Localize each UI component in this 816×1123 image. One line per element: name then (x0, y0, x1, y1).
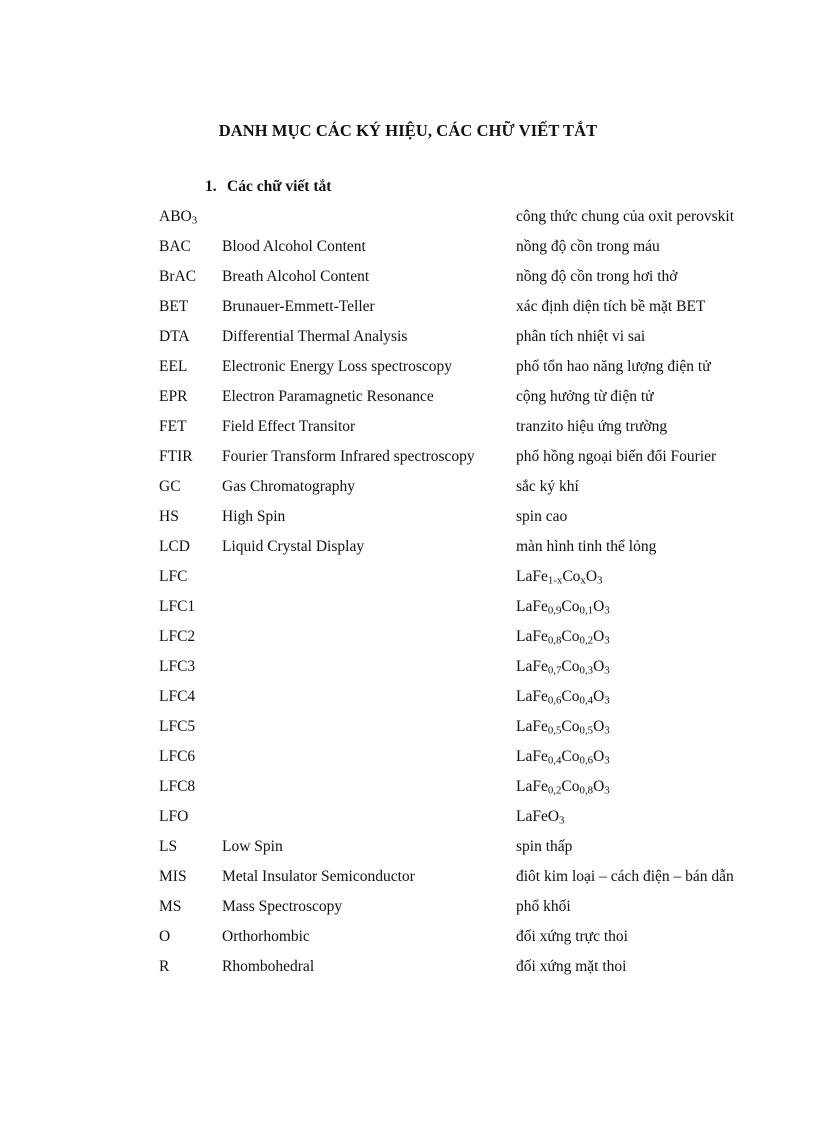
subscript: 0,6 (547, 694, 562, 707)
table-row (0, 622, 816, 652)
english-term: Brunauer-Emmett-Teller (222, 298, 375, 315)
text-run: O (593, 688, 605, 705)
vietnamese-meaning (516, 592, 610, 622)
table-row (0, 382, 816, 412)
vietnamese-meaning (516, 832, 572, 862)
subscript: 3 (604, 634, 610, 647)
abbreviation (159, 892, 181, 922)
abbreviation (159, 502, 179, 532)
text-run: LaFe (516, 748, 548, 765)
vietnamese-meaning (516, 262, 677, 292)
abbreviation (159, 472, 181, 502)
text-run: O (593, 778, 605, 795)
vietnamese-meaning (516, 652, 610, 682)
text-run: tranzito hiệu ứng trường (516, 418, 668, 435)
subscript: 3 (559, 814, 565, 827)
subscript: 0,8 (547, 634, 562, 647)
abbreviation (159, 952, 169, 982)
abbreviation (159, 682, 195, 712)
text-run: LaFe (516, 628, 548, 645)
english-term: Low Spin (222, 838, 283, 855)
table-row (0, 322, 816, 352)
text-run: spin cao (516, 508, 568, 525)
vietnamese-meaning (516, 232, 660, 262)
abbreviation (159, 922, 170, 952)
text-run: O (593, 748, 605, 765)
text-run: LaFe (516, 778, 548, 795)
text-run: MS (159, 898, 182, 915)
text-run: LaFe (516, 688, 548, 705)
subscript: 3 (604, 754, 610, 767)
text-run: R (159, 958, 170, 975)
abbreviation (159, 772, 195, 802)
vietnamese-meaning (516, 802, 564, 832)
text-run: EEL (159, 358, 188, 375)
section-title: Các chữ viết tắt (227, 178, 332, 195)
text-run: LaFeO (516, 808, 560, 825)
text-run: phổ tổn hao năng lượng điện tử (516, 358, 711, 375)
text-run: đối xứng trực thoi (516, 928, 628, 945)
subscript: 0,3 (579, 664, 594, 677)
abbreviation (159, 232, 191, 262)
table-row (0, 892, 816, 922)
table-row (0, 232, 816, 262)
subscript: 0,5 (579, 724, 594, 737)
english-term: Mass Spectroscopy (222, 898, 343, 915)
text-run: DTA (159, 328, 190, 345)
text-run: LFC5 (159, 718, 196, 735)
subscript: 3 (604, 784, 610, 797)
abbreviation (159, 442, 193, 472)
table-row (0, 502, 816, 532)
abbreviation (159, 652, 195, 682)
vietnamese-meaning (516, 382, 654, 412)
vietnamese-meaning (516, 442, 716, 472)
vietnamese-meaning (516, 292, 705, 322)
text-run: Co (561, 778, 580, 795)
abbreviation (159, 202, 197, 232)
table-row (0, 652, 816, 682)
text-run: công thức chung của oxit perovskit (516, 208, 735, 225)
text-run: LFC4 (159, 688, 196, 705)
abbreviation (159, 832, 177, 862)
abbreviation (159, 622, 195, 652)
text-run: Co (561, 718, 580, 735)
text-run: sắc ký khí (516, 478, 579, 495)
text-run: EPR (159, 388, 188, 405)
text-run: O (593, 598, 605, 615)
vietnamese-meaning (516, 712, 610, 742)
english-term: Breath Alcohol Content (222, 268, 370, 285)
text-run: O (593, 628, 605, 645)
subscript: x (580, 574, 586, 587)
subscript: 0,4 (547, 754, 562, 767)
subscript: 3 (604, 724, 610, 737)
abbreviation (159, 862, 187, 892)
abbreviation (159, 562, 187, 592)
table-row (0, 292, 816, 322)
english-term: High Spin (222, 508, 286, 525)
subscript: 3 (191, 214, 198, 227)
text-run: Co (561, 658, 580, 675)
text-run: LCD (159, 538, 190, 555)
table-row (0, 442, 816, 472)
subscript: 0,2 (547, 784, 562, 797)
subscript: 0,7 (547, 664, 562, 677)
abbreviation (159, 382, 187, 412)
english-term: Gas Chromatography (222, 478, 356, 495)
text-run: phổ khối (516, 898, 571, 915)
vietnamese-meaning (516, 952, 626, 982)
text-run: Co (561, 688, 580, 705)
text-run: màn hình tinh thể lỏng (516, 538, 657, 555)
table-row (0, 352, 816, 382)
subscript: 0,5 (547, 724, 562, 737)
abbreviation (159, 742, 195, 772)
vietnamese-meaning (516, 412, 667, 442)
abbreviation (159, 802, 188, 832)
text-run: Co (562, 568, 581, 585)
english-term: Liquid Crystal Display (222, 538, 365, 555)
vietnamese-meaning (516, 772, 610, 802)
text-run: BET (159, 298, 189, 315)
english-term: Metal Insulator Semiconductor (222, 868, 415, 885)
text-run: LFC (159, 568, 188, 585)
subscript: 0,6 (579, 754, 594, 767)
subscript: 3 (597, 574, 603, 587)
subscript: 0,9 (547, 604, 562, 617)
table-row (0, 772, 816, 802)
table-row (0, 472, 816, 502)
vietnamese-meaning (516, 352, 711, 382)
text-run: LaFe (516, 718, 548, 735)
text-run: đối xứng mặt thoi (516, 958, 627, 975)
table-row (0, 532, 816, 562)
text-run: LFC8 (159, 778, 196, 795)
text-run: FTIR (159, 448, 193, 465)
vietnamese-meaning (516, 202, 734, 232)
subscript: 0,2 (579, 634, 594, 647)
english-term: Orthorhombic (222, 928, 310, 945)
text-run: FET (159, 418, 187, 435)
text-run: LaFe (516, 568, 548, 585)
text-run: Co (561, 748, 580, 765)
table-row (0, 832, 816, 862)
table-row (0, 952, 816, 982)
table-row (0, 742, 816, 772)
section-heading (205, 178, 331, 196)
text-run: HS (159, 508, 179, 525)
text-run: nồng độ cồn trong hơi thở (516, 268, 678, 285)
text-run: LaFe (516, 598, 548, 615)
subscript: 3 (604, 664, 610, 677)
text-run: LaFe (516, 658, 548, 675)
text-run: phổ hồng ngoại biến đổi Fourier (516, 448, 717, 465)
english-term: Electron Paramagnetic Resonance (222, 388, 434, 405)
vietnamese-meaning (516, 862, 734, 892)
abbreviation (159, 712, 195, 742)
text-run: BrAC (159, 268, 197, 285)
vietnamese-meaning (516, 922, 628, 952)
table-row (0, 922, 816, 952)
text-run: Co (561, 598, 580, 615)
table-row (0, 682, 816, 712)
table-row (0, 562, 816, 592)
table-row (0, 712, 816, 742)
table-row (0, 802, 816, 832)
vietnamese-meaning (516, 322, 645, 352)
abbreviation (159, 412, 187, 442)
text-run: LFC1 (159, 598, 196, 615)
text-run: điôt kim loại – cách điện – bán dẫn (516, 868, 734, 885)
abbreviation (159, 292, 188, 322)
table-row (0, 412, 816, 442)
english-term: Differential Thermal Analysis (222, 328, 408, 345)
vietnamese-meaning (516, 532, 656, 562)
text-run: O (159, 928, 171, 945)
subscript: 0,8 (579, 784, 594, 797)
english-term: Fourier Transform Infrared spectroscopy (222, 448, 475, 465)
subscript: 0,1 (579, 604, 594, 617)
abbreviation (159, 262, 196, 292)
abbreviation (159, 532, 190, 562)
text-run: LS (159, 838, 178, 855)
vietnamese-meaning (516, 622, 610, 652)
text-run: MIS (159, 868, 187, 885)
text-run: nồng độ cồn trong máu (516, 238, 660, 255)
vietnamese-meaning (516, 562, 602, 592)
vietnamese-meaning (516, 742, 610, 772)
english-term: Blood Alcohol Content (222, 238, 366, 255)
text-run: xác định diện tích bề mặt BET (516, 298, 706, 315)
text-run: LFC3 (159, 658, 196, 675)
text-run: O (585, 568, 598, 585)
vietnamese-meaning (516, 472, 579, 502)
text-run: GC (159, 478, 181, 495)
text-run: LFC6 (159, 748, 196, 765)
subscript: 0,4 (579, 694, 594, 707)
table-row (0, 262, 816, 292)
text-run: BAC (159, 238, 191, 255)
english-term: Field Effect Transitor (222, 418, 356, 435)
text-run: Co (561, 628, 580, 645)
abbreviation-table (0, 202, 816, 982)
vietnamese-meaning (516, 502, 567, 532)
abbreviation (159, 592, 195, 622)
abbreviation (159, 322, 190, 352)
vietnamese-meaning (516, 892, 571, 922)
text-run: phân tích nhiệt vi sai (516, 328, 646, 345)
section-number: 1. (205, 178, 217, 195)
table-row (0, 862, 816, 892)
abbreviation (159, 352, 187, 382)
text-run: ABO (159, 208, 192, 225)
text-run: cộng hưởng từ điện tử (516, 388, 654, 405)
text-run: LFO (159, 808, 189, 825)
subscript: 3 (604, 604, 610, 617)
page-title: DANH MỤC CÁC KÝ HIỆU, CÁC CHỮ VIẾT TẮT (218, 121, 598, 140)
english-term: Electronic Energy Loss spectroscopy (222, 358, 452, 375)
subscript: 1-x (547, 574, 563, 587)
text-run: LFC2 (159, 628, 196, 645)
table-row (0, 202, 816, 232)
vietnamese-meaning (516, 682, 610, 712)
text-run: spin thấp (516, 838, 573, 855)
english-term: Rhombohedral (222, 958, 315, 975)
subscript: 3 (604, 694, 610, 707)
text-run: O (593, 658, 605, 675)
text-run: O (593, 718, 605, 735)
table-row (0, 592, 816, 622)
